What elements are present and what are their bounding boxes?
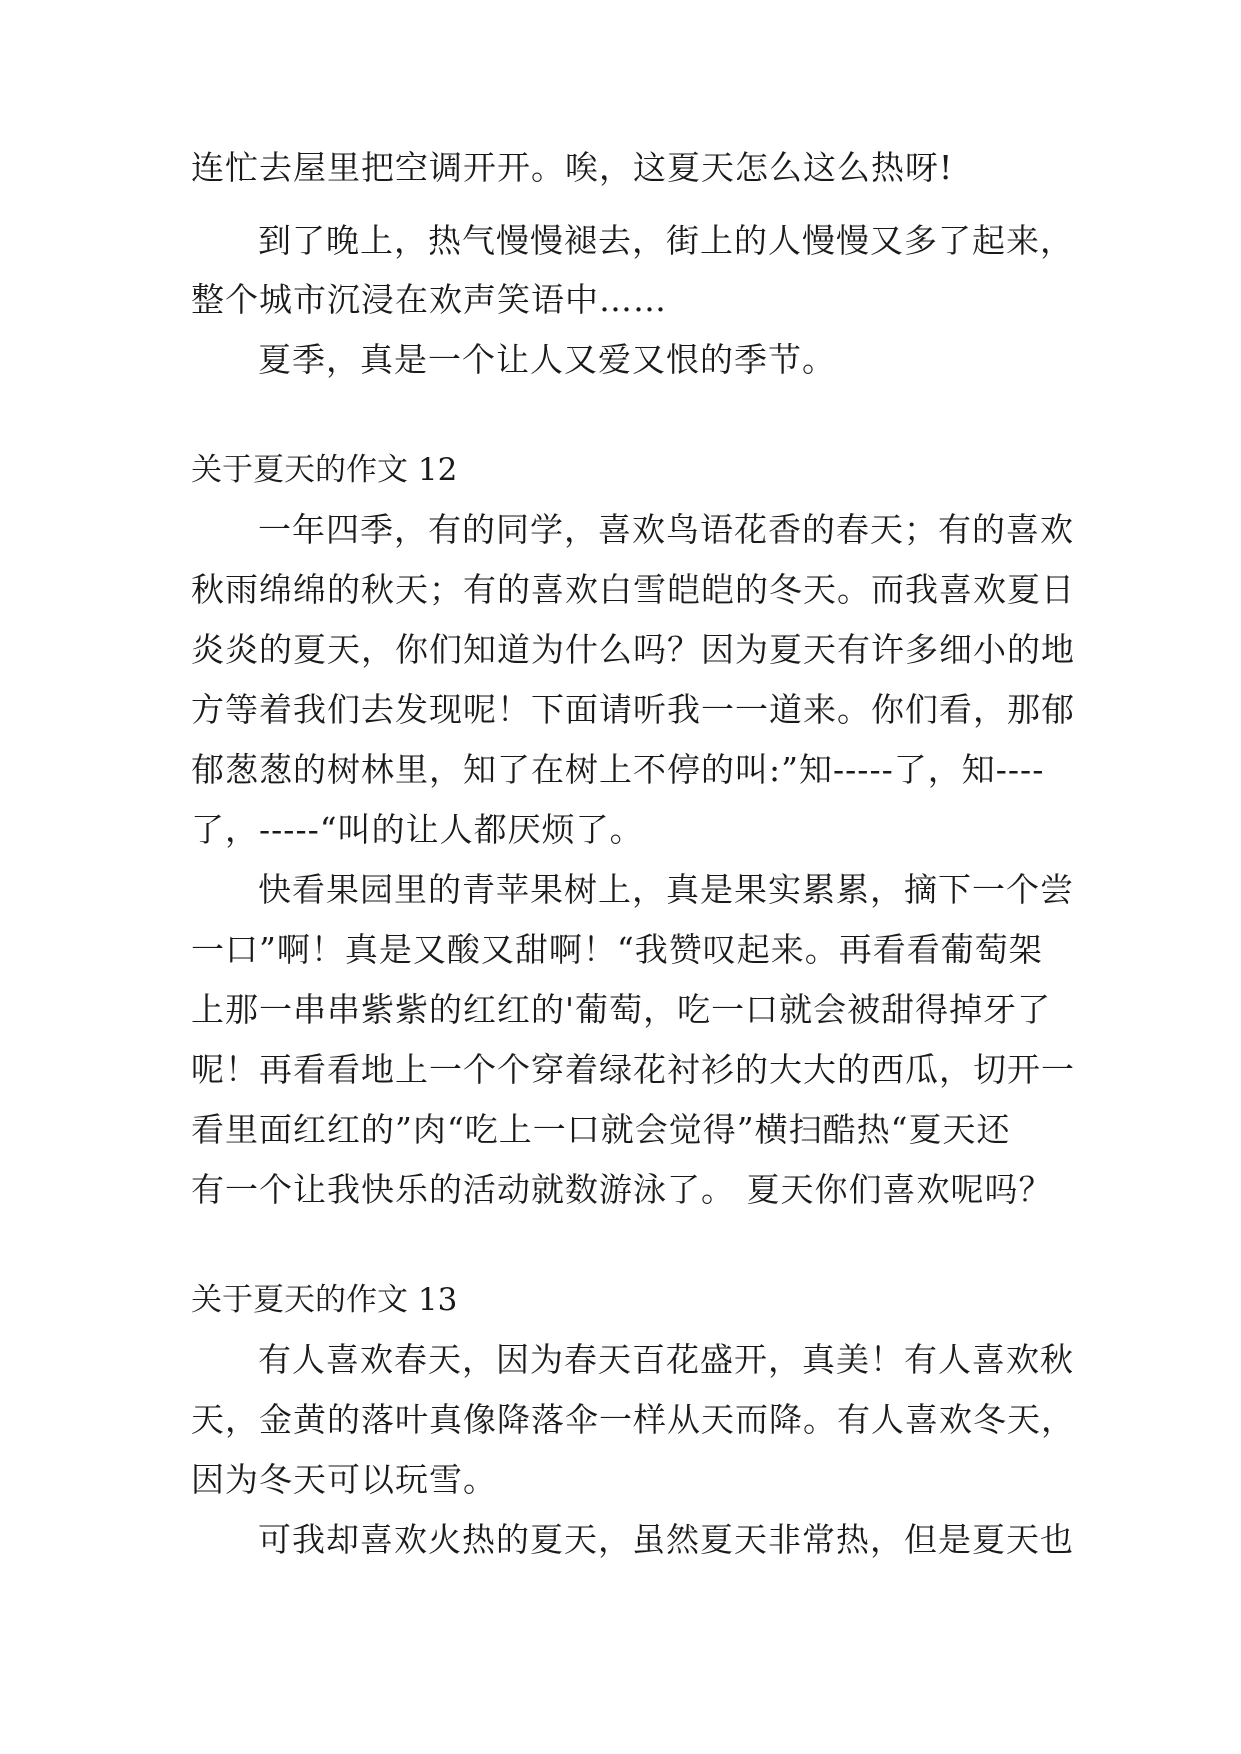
paragraph-line: 有人喜欢春天，因为春天百花盛开，真美！有人喜欢秋 [258, 1340, 1074, 1379]
paragraph-line: 夏季，真是一个让人又爱又恨的季节。 [258, 340, 836, 379]
paragraph-line: 可我却喜欢火热的夏天，虽然夏天非常热，但是夏天也 [258, 1520, 1074, 1559]
paragraph-line: 郁葱葱的树林里，知了在树上不停的叫:”知-----了，知---- [191, 750, 1045, 789]
section-heading: 关于夏天的作文 13 [191, 1282, 458, 1318]
paragraph-line: 秋雨绵绵的秋天；有的喜欢白雪皑皑的冬天。而我喜欢夏日 [191, 570, 1075, 609]
paragraph-line: 到了晚上，热气慢慢褪去，街上的人慢慢又多了起来， [258, 221, 1074, 260]
paragraph-line: 快看果园里的青苹果树上，真是果实累累，摘下一个尝 [258, 870, 1074, 909]
paragraph-line: 因为冬天可以玩雪。 [191, 1460, 497, 1499]
paragraph-line: 天，金黄的落叶真像降落伞一样从天而降。有人喜欢冬天， [191, 1400, 1075, 1439]
paragraph-line: 一口”啊！真是又酸又甜啊！“我赞叹起来。再看看葡萄架 [191, 930, 1043, 969]
paragraph-line: 有一个让我快乐的活动就数游泳了。 夏天你们喜欢呢吗？ [191, 1170, 1053, 1209]
paragraph-line: 上那一串串紫紫的红红的'葡萄，吃一口就会被甜得掉牙了 [191, 990, 1052, 1029]
paragraph-line: 了，-----“叫的让人都厌烦了。 [191, 810, 644, 849]
paragraph-line: 看里面红红的”肉“吃上一口就会觉得”横扫酷热“夏天还 [191, 1110, 1011, 1149]
paragraph-line: 整个城市沉浸在欢声笑语中…… [191, 280, 667, 319]
paragraph-line: 连忙去屋里把空调开开。唉，这夏天怎么这么热呀! [191, 148, 954, 187]
paragraph-line: 呢！再看看地上一个个穿着绿花衬衫的大大的西瓜，切开一 [191, 1050, 1075, 1089]
paragraph-line: 方等着我们去发现呢！下面请听我一一道来。你们看，那郁 [191, 690, 1075, 729]
paragraph-line: 一年四季，有的同学，喜欢鸟语花香的春天；有的喜欢 [258, 510, 1074, 549]
section-heading: 关于夏天的作文 12 [191, 452, 458, 488]
paragraph-line: 炎炎的夏天，你们知道为什么吗？因为夏天有许多细小的地 [191, 630, 1075, 669]
